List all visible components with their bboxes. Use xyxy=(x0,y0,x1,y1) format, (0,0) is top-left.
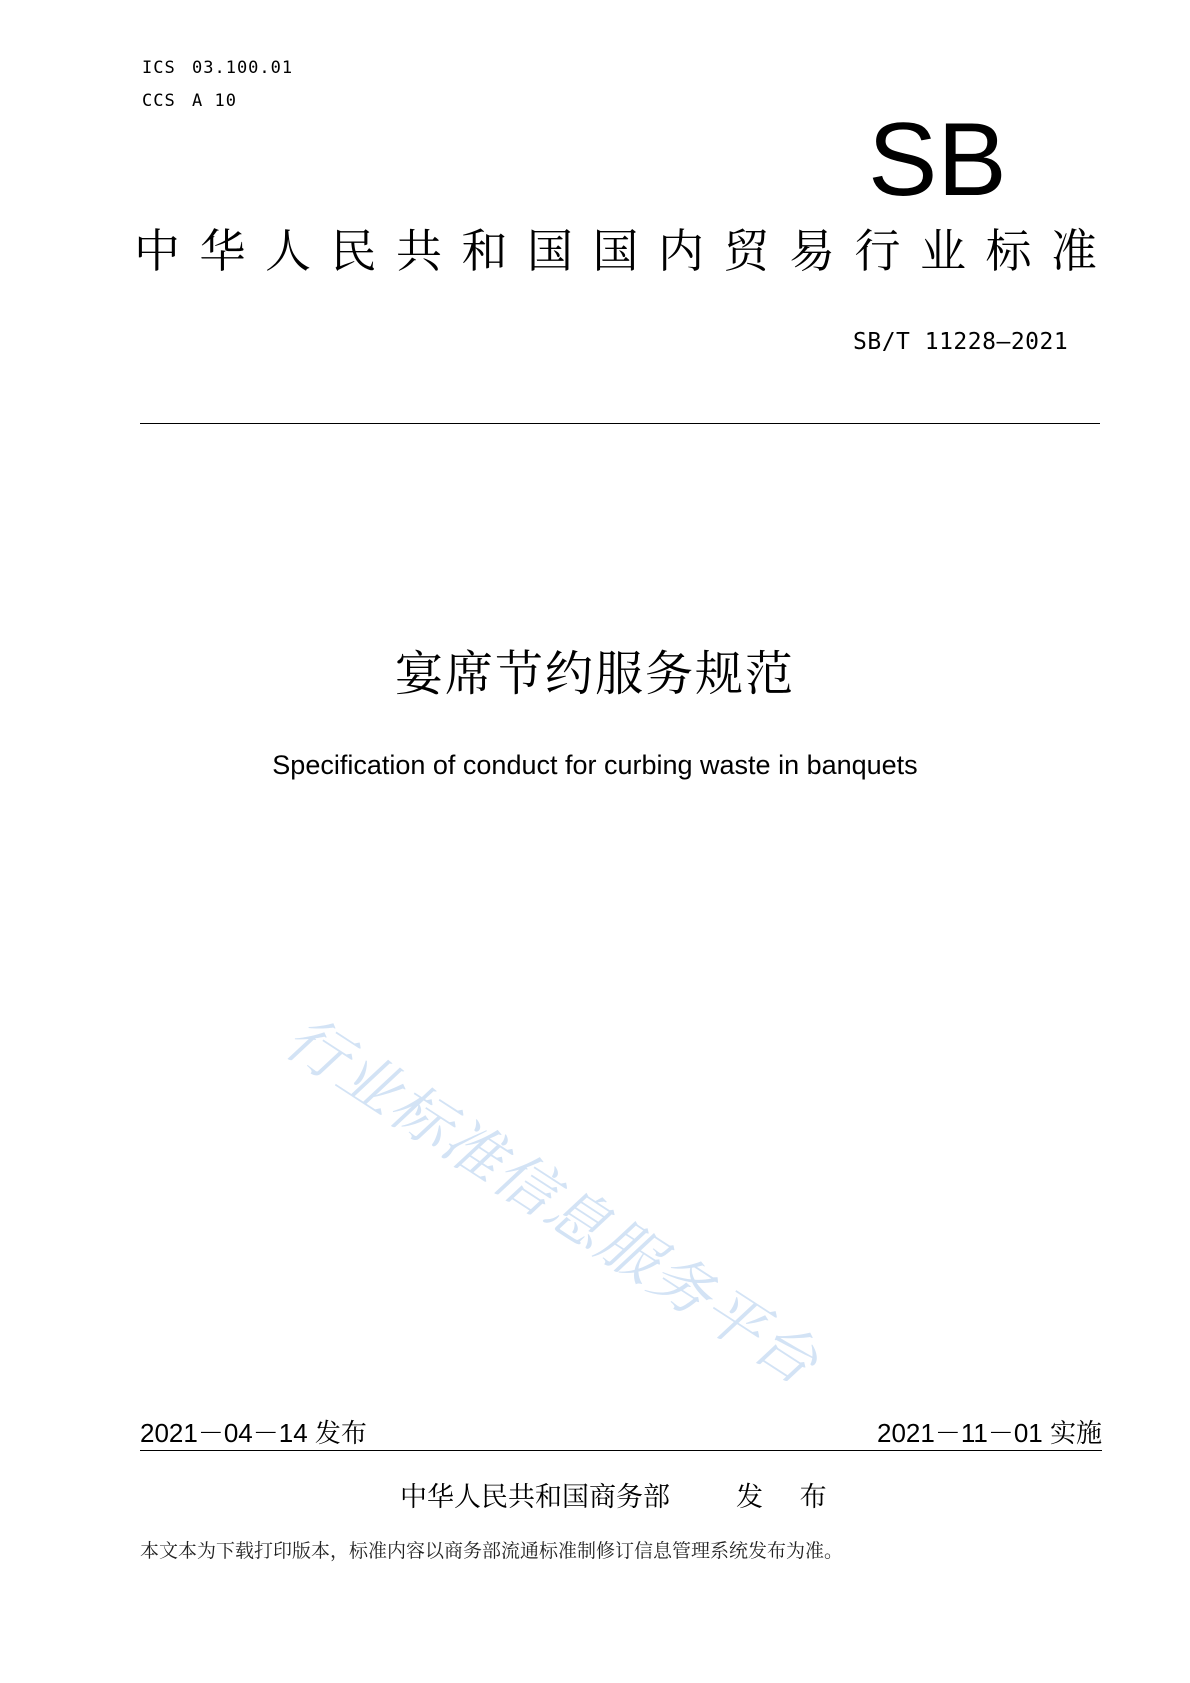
standard-mark: SB xyxy=(868,102,1007,218)
watermark: 行业标准信息服务平台 xyxy=(272,1002,831,1400)
issue-date: 2021－04－14 发布 xyxy=(140,1418,367,1448)
ccs-label: CCS xyxy=(142,91,176,111)
top-divider xyxy=(140,423,1100,424)
standard-number: SB/T 11228—2021 xyxy=(853,329,1069,355)
ccs-value: A 10 xyxy=(192,91,237,111)
implementation-date: 2021－11－01 实施 xyxy=(877,1418,1102,1448)
publish-action: 发 布 xyxy=(736,1482,841,1513)
publisher-name: 中华人民共和国商务部 xyxy=(400,1482,670,1513)
bottom-divider xyxy=(140,1450,1102,1451)
issuer-title: 中华人民共和国国内贸易行业标准 xyxy=(134,224,1117,278)
ics-code xyxy=(142,58,293,78)
footer-note: 本文本为下载打印版本，标准内容以商务部流通标准制修订信息管理系统发布为准。 xyxy=(140,1540,844,1562)
document-title-en: Specification of conduct for curbing waste in banquets xyxy=(272,750,918,780)
ics-value: 03.100.01 xyxy=(192,58,294,78)
document-title-zh: 宴席节约服务规范 xyxy=(394,646,795,702)
ccs-code xyxy=(142,91,237,111)
ics-label: ICS xyxy=(142,58,176,78)
